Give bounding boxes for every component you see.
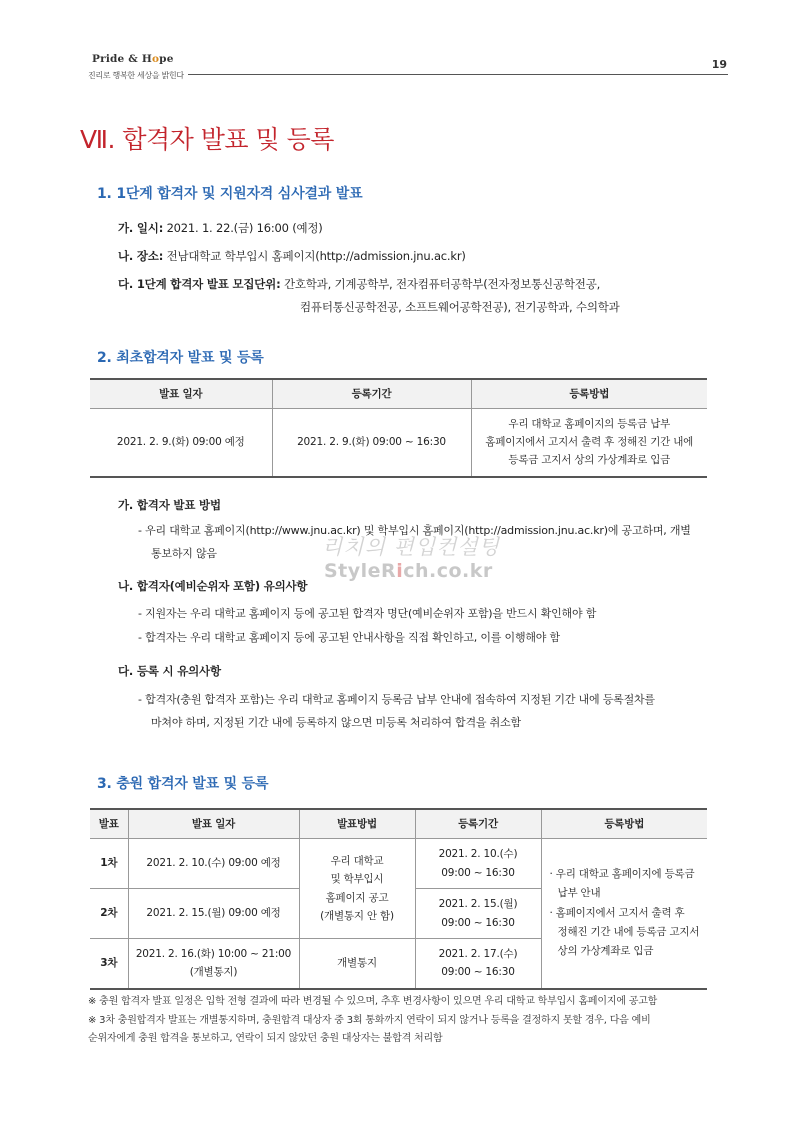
sub-c-line2: 마쳐야 하며, 지정된 기간 내에 등록하지 않으면 미등록 처리하여 합격을 취소함 [151,716,521,729]
note-2: ※ 3차 충원합격자 발표는 개별통지하며, 충원합격 대상자 중 3회 통화까지 연락이 되지 않거나 등록을 결정하지 못할 경우, 다음 예비 [88,1015,651,1026]
note-3: 순위자에게 충원 합격을 통보하고, 연락이 되지 않았던 충원 대상자는 불합격 처리함 [88,1033,443,1044]
header-reg-method: 등록방법 [541,809,707,839]
header-divider [188,74,728,75]
cell-method: 우리 대학교 홈페이지의 등록금 납부 홈페이지에서 고지서 출력 후 정해진 기간 내에 등록금 고지서 상의 가상계좌로 입금 [471,409,707,477]
round-3: 3차 [90,939,128,989]
sub-a-line1: - 우리 대학교 홈페이지(http://www.jnu.ac.kr) 및 학부입시 홈페이지(http://admission.jnu.ac.kr)에 공고하며, 개별 [138,524,691,537]
section-2-title: 2. 최초합격자 발표 및 등록 [97,350,264,366]
round-2: 2차 [90,889,128,939]
round-2-date: 2021. 2. 15.(월) 09:00 예정 [128,889,299,939]
section-1-item-units: 다. 1단계 합격자 발표 모집단위: 간호학과, 기계공학부, 전자컴퓨터공학부(전자정보통신공학전공, [118,277,601,291]
section-1-title: 1. 1단계 합격자 및 지원자격 심사결과 발표 [97,186,363,202]
cell-period: 2021. 2. 9.(화) 09:00 ~ 16:30 [272,409,471,477]
section-1-item-units-cont: 컴퓨터통신공학전공, 소프트웨어공학전공), 전기공학과, 수의학과 [300,300,620,314]
sub-a-line2: 통보하지 않음 [151,547,217,560]
additional-admission-table [90,808,707,990]
sub-a-title: 가. 합격자 발표 방법 [118,498,221,512]
header-date: 발표 일자 [90,379,272,409]
sub-b-line2: - 합격자는 우리 대학교 홈페이지 등에 공고된 안내사항을 직접 확인하고, 이를 이행해야 함 [138,631,560,644]
brand-logo: Pride & Hope [92,53,174,65]
sub-b-line1: - 지원자는 우리 대학교 홈페이지 등에 공고된 합격자 명단(예비순위자 포함)을 반드시 확인해야 함 [138,607,597,620]
reg-method: · 우리 대학교 홈페이지에 등록금 납부 안내 · 홈페이지에서 고지서 출력 후 정해진 기간 내에 등록금 고지서 상의 가상계좌로 입금 [541,839,707,989]
note-1: ※ 충원 합격자 발표 일정은 입학 전형 결과에 따라 변경될 수 있으며, 추후 변경사항이 있으면 우리 대학교 학부입시 홈페이지에 공고함 [88,996,658,1007]
round-1-date: 2021. 2. 10.(수) 09:00 예정 [128,839,299,889]
sub-c-title: 다. 등록 시 유의사항 [118,664,221,678]
watermark-url: StyleRich.co.kr [324,560,493,582]
chapter-title: Ⅶ. 합격자 발표 및 등록 [80,125,334,154]
round-1: 1차 [90,839,128,889]
round-2-period: 2021. 2. 15.(월) 09:00 ~ 16:30 [415,889,541,939]
header-announce-method: 발표방법 [299,809,415,839]
sub-b-title: 나. 합격자(예비순위자 포함) 유의사항 [118,579,308,593]
header-round: 발표 [90,809,128,839]
section-1-item-place: 나. 장소: 전남대학교 학부입시 홈페이지(http://admission.jnu.ac.kr) [118,249,466,263]
sub-c-line1: - 합격자(충원 합격자 포함)는 우리 대학교 홈페이지 등록금 납부 안내에 접속하여 지정된 기간 내에 등록절차를 [138,693,655,706]
header-method: 등록방법 [471,379,707,409]
header-period: 등록기간 [415,809,541,839]
round-3-period: 2021. 2. 17.(수) 09:00 ~ 16:30 [415,939,541,989]
watermark-text: 리치의 편입컨설팅 [322,535,500,559]
round-1-period: 2021. 2. 10.(수) 09:00 ~ 16:30 [415,839,541,889]
round-3-method: 개별통지 [299,939,415,989]
section-3-title: 3. 충원 합격자 발표 및 등록 [97,776,269,792]
round-3-date: 2021. 2. 16.(화) 10:00 ~ 21:00 (개별통지) [128,939,299,989]
header-period: 등록기간 [272,379,471,409]
brand-tagline: 진리로 행복한 세상을 밝힌다 [88,71,184,80]
page-number: 19 [711,58,727,71]
initial-admission-table [90,378,707,478]
round-12-method: 우리 대학교 및 학부입시 홈페이지 공고 (개별통지 안 함) [299,839,415,939]
cell-date: 2021. 2. 9.(화) 09:00 예정 [90,409,272,477]
header-date: 발표 일자 [128,809,299,839]
section-1-item-date: 가. 일시: 2021. 1. 22.(금) 16:00 (예정) [118,221,323,235]
